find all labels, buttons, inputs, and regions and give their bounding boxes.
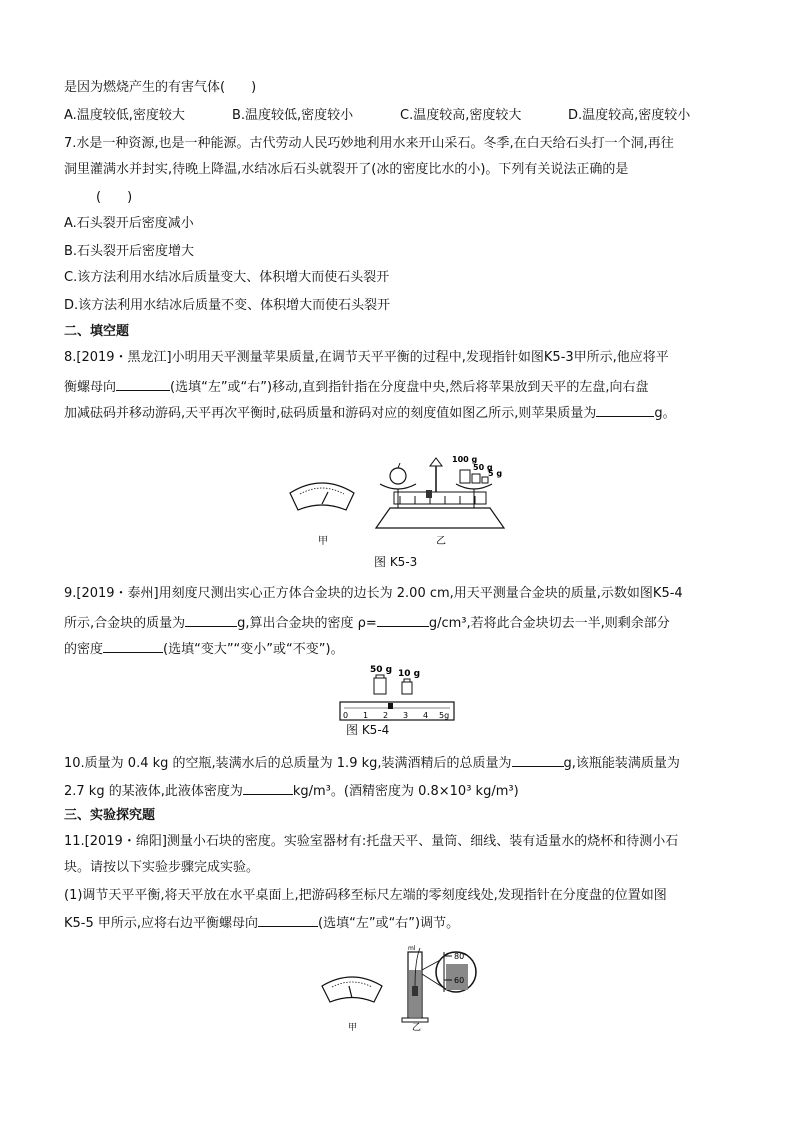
q8-line2-a: 衡螺母向 — [64, 380, 117, 395]
q10-line1 — [64, 752, 680, 774]
q8-blank-direction[interactable] — [116, 376, 170, 391]
section-fill-in-heading: 二、填空题 — [64, 324, 130, 339]
fig-k5-3-label-a: 甲 — [318, 536, 328, 547]
weight-50g-icon — [374, 678, 386, 694]
q6-option-a: A.温度较低,密度较大 — [64, 108, 185, 123]
q10-blank-mass[interactable] — [512, 752, 564, 767]
q11-line2: 块。请按以下实验步骤完成实验。 — [64, 860, 260, 875]
ruler-tick-2: 2 — [383, 711, 389, 720]
cylinder-unit-label: ml — [408, 945, 416, 952]
q8-line2 — [64, 376, 649, 398]
weight-label-5g: 5 g — [488, 469, 503, 478]
fig-k5-3-label-b: 乙 — [436, 536, 446, 547]
pointer-dial-a — [322, 977, 382, 1002]
q10-line2-a: 2.7 kg 的某液体,此液体密度为 — [64, 784, 243, 799]
q10-line2-b: kg/m³。(酒精密度为 0.8×10³ kg/m³) — [292, 784, 519, 799]
q8-line2-b: (选填“左”或“右”)移动,直到指针指在分度盘中央,然后将苹果放到天平的左盘,向右盘 — [170, 380, 649, 395]
weight-label-10g: 10 g — [398, 669, 421, 679]
q7-option-d: D.该方法利用水结冰后质量不变、体积增大而使石头裂开 — [64, 298, 391, 313]
ruler-tick-5: 5g — [439, 711, 450, 720]
q9-line2-c: g/cm³,若将此合金块切去一半,则剩余部分 — [428, 616, 670, 631]
q9-line2-b: g,算出合金块的密度 ρ= — [237, 616, 377, 631]
section-experiment-heading: 三、实验探究题 — [64, 808, 156, 823]
weight-label-100g: 100 g — [452, 455, 478, 464]
weight-10g-icon — [402, 682, 412, 694]
fig-k5-5-label-b: 乙 — [412, 1023, 422, 1032]
q8-line3 — [64, 402, 676, 424]
q7-line2: 洞里灌满水并封实,待晚上降温,水结冰后石头就裂开了(冰的密度比水的小)。下列有关说法正确的是 — [64, 162, 629, 177]
q6-tail: 是因为燃烧产生的有害气体( ) — [64, 80, 257, 95]
q7-line1: 7.水是一种资源,也是一种能源。古代劳动人民巧妙地利用水来开山采石。冬季,在白天给石头打一个洞,再往 — [64, 136, 674, 151]
weight-label-50g: 50 g — [473, 463, 493, 472]
q9-line2-a: 所示,合金块的质量为 — [64, 616, 186, 631]
q7-option-a: A.石头裂开后密度减小 — [64, 216, 194, 231]
q9-blank-density[interactable] — [377, 612, 429, 627]
q11-line4-a: K5-5 甲所示,应将右边平衡螺母向 — [64, 916, 259, 931]
q7-option-c: C.该方法利用水结冰后质量变大、体积增大而使石头裂开 — [64, 270, 390, 285]
q8-line3-b: g。 — [654, 406, 676, 421]
slider-ruler — [340, 702, 454, 720]
cylinder-mark-80: 80 — [454, 952, 465, 961]
q7-option-b: B.石头裂开后密度增大 — [64, 244, 195, 259]
stone-icon — [412, 986, 418, 996]
fig-k5-5-label-a: 甲 — [348, 1023, 358, 1032]
q11-line1: 11.[2019・绵阳]测量小石块的密度。实验室器材有:托盘天平、量筒、细线、装有适量水的烧杯和待测小石 — [64, 834, 679, 849]
q8-blank-mass[interactable] — [596, 402, 654, 417]
weight-label-50g: 50 g — [370, 665, 393, 675]
q7-paren: ( ) — [96, 190, 133, 205]
ruler-tick-3: 3 — [403, 711, 409, 720]
weight-50g-icon — [472, 474, 480, 483]
q8-line1: 8.[2019・黑龙江]小明用天平测量苹果质量,在调节天平平衡的过程中,发现指针如图K5-3甲所示,他应将平 — [64, 350, 669, 365]
q10-line1-b: g,该瓶能装满质量为 — [563, 756, 680, 771]
ruler-tick-4: 4 — [423, 711, 429, 720]
balance-scale — [376, 455, 504, 528]
graduated-cylinder — [402, 945, 428, 1022]
apple-icon — [390, 468, 406, 484]
weight-100g-icon — [460, 470, 470, 483]
figure-k5-3 — [280, 448, 520, 548]
q11-line4-b: (选填“左”或“右”)调节。 — [318, 916, 460, 931]
figure-k5-5 — [316, 940, 486, 1032]
q11-blank-direction[interactable] — [258, 912, 318, 927]
q6-option-b: B.温度较低,密度较小 — [232, 108, 354, 123]
q11-line4 — [64, 912, 459, 934]
q6-option-d: D.温度较高,密度较小 — [568, 108, 691, 123]
q9-blank-change[interactable] — [103, 638, 163, 653]
q8-line3-a: 加减砝码并移动游码,天平再次平衡时,砝码质量和游码对应的刻度值如图乙所示,则苹果质量为 — [64, 406, 597, 421]
fig-k5-4-caption: 图 K5-4 — [346, 723, 390, 737]
q9-line2 — [64, 612, 670, 634]
cylinder-zoom-callout — [422, 952, 476, 992]
q6-option-c: C.温度较高,密度较大 — [400, 108, 522, 123]
q11-line3: (1)调节天平平衡,将天平放在水平桌面上,把游码移至标尺左端的零刻度线处,发现指针在分度盘的位置如图 — [64, 888, 667, 903]
q9-line1: 9.[2019・泰州]用刻度尺测出实心正方体合金块的边长为 2.00 cm,用天平测量合金块的质量,示数如图K5-4 — [64, 586, 683, 601]
fig-k5-3-caption: 图 K5-3 — [374, 555, 418, 569]
q9-blank-mass[interactable] — [185, 612, 237, 627]
figure-k5-4 — [336, 660, 460, 722]
ruler-tick-1: 1 — [363, 711, 369, 720]
q9-line3-b: (选填“变大”“变小”或“不变”)。 — [163, 642, 344, 657]
pointer-dial-a — [290, 483, 354, 510]
q10-line1-a: 10.质量为 0.4 kg 的空瓶,装满水后的总质量为 1.9 kg,装满酒精后的总质量为 — [64, 756, 512, 771]
cylinder-mark-60: 60 — [454, 976, 465, 985]
q10-blank-density[interactable] — [243, 780, 293, 795]
q9-line3-a: 的密度 — [64, 642, 104, 657]
ruler-tick-0: 0 — [343, 711, 349, 720]
q10-line2 — [64, 780, 519, 802]
q9-line3 — [64, 638, 344, 660]
